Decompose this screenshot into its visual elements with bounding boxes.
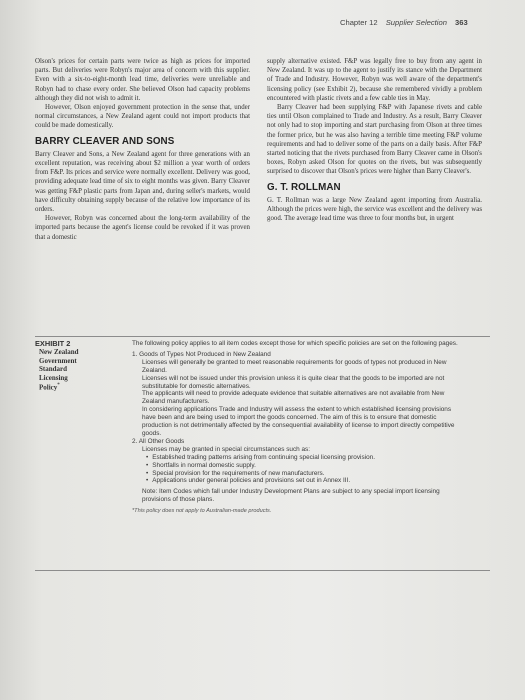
exhibit-item-1-line: Licenses will generally be granted to meet reasonable requirements for goods of types not produced in New Zealand. [142, 358, 447, 374]
chapter-label: Chapter 12 [340, 18, 378, 27]
section-heading-rollman: G. T. ROLLMAN [267, 181, 341, 193]
exhibit-note: Note: Item Codes which fall under Industry Development Plans are subject to any special import licensing provisions of those plans. [142, 488, 440, 504]
exhibit-title-line: Licensing [39, 373, 68, 382]
left-paragraph-4: However, Robyn was concerned about the long-term availability of the imported parts because the agent's license could be revoked if it was proven that a domestic [35, 215, 250, 241]
exhibit-bullet: • Applications under general policies and provisions set out in Annex III. [132, 477, 462, 485]
exhibit-number: EXHIBIT 2 [35, 339, 71, 348]
exhibit-title-line [35, 382, 125, 392]
right-column [267, 57, 482, 223]
left-paragraph-2: However, Olson enjoyed government protection in the sense that, under normal circumstances, a New Zealand agent could not import products that could be made domestically. [35, 104, 250, 130]
exhibit-footnote: *This policy does not apply to Australian-made products. [132, 508, 272, 515]
running-header [340, 18, 490, 27]
exhibit-title-line: Standard [39, 365, 68, 374]
exhibit-top-rule [35, 336, 490, 337]
right-paragraph-3: G. T. Rollman was a large New Zealand agent importing from Australia. Although the prices were high, the service was excellent and the delivery was good. The average lead time was three to four months but, in urgent [267, 196, 482, 223]
exhibit-item-2-intro: Licenses may be granted in special circumstances such as: [142, 445, 311, 453]
left-paragraph-1: Olson's prices for certain parts were twice as high as prices for imported parts. But deliveries were Robyn's major area of concern with this supplier. Even with a six-to-eight-month lead time, deliveries were unreliable and Robyn had to chase every order. She believed Olson had capacity problems although they did not wish to admit it. [35, 58, 250, 102]
exhibit-item-1-line: In considering applications Trade and Industry will assess the extent to which established licensing provisions have been and are being used to import the goods concerned. The aim of this is to ensure that domestic production is not detrimentally affected by the consequential availability of license to import directly competitive goods. [142, 406, 455, 437]
exhibit-item-2-title: 2. All Other Goods [132, 437, 185, 445]
exhibit-title-policy: Policy [39, 383, 58, 392]
exhibit-bullet: • Established trading patterns arising from continuing special licensing provision. [132, 454, 462, 462]
exhibit-label [35, 340, 125, 392]
right-paragraph-2: Barry Cleaver had been supplying F&P with Japanese rivets and cable ties until Olson complained to Trade and Industry. As a result, Barry Cleaver not only had to stop importing and start purchasing from Olson at three times the former price, but he was also having a terrible time meeting F&P volume requirements and had to deliver some of the parts on a daily basis. After F&P started noticing that the rivets purchased from Barry Cleaver came in Olson's boxes, Robyn asked Olson for quotes on the rivets, but was subsequently surprised to discover that Olson's prices were higher than Barry Cleaver's. [267, 104, 482, 176]
exhibit-item-1-line: Licenses will not be issued under this provision unless it is quite clear that the goods to be imported are not substitutable for domestic alternatives. [142, 374, 445, 390]
exhibit-title-line: Government [39, 356, 77, 365]
exhibit-policy-text [132, 340, 462, 516]
left-column [35, 57, 250, 242]
exhibit-bottom-rule [35, 570, 490, 571]
right-paragraph-1: supply alternative existed. F&P was legally free to buy from any agent in New Zealand. It was up to the agent to justify its stance with the Department of Trade and Industry. However, Robyn was well aware of the department's licensing policy (see Exhibit 2), because she remembered vividly a problem encountered with plastic rivets and a few cable ties in May. [267, 58, 482, 102]
exhibit-title-line: New Zealand [39, 348, 79, 357]
exhibit-item-1-title: 1. Goods of Types Not Produced in New Zealand [132, 350, 271, 358]
exhibit-bullet: • Special provision for the requirements of new manufacturers. [132, 470, 462, 478]
chapter-title: Supplier Selection [385, 18, 447, 27]
page-number: 363 [455, 18, 468, 27]
section-heading-barry-cleaver: BARRY CLEAVER AND SONS [35, 135, 175, 147]
exhibit-intro: The following policy applies to all item codes except those for which specific policies are set on the following pages. [132, 340, 458, 347]
left-paragraph-3: Barry Cleaver and Sons, a New Zealand agent for three generations with an excellent reputation, was receiving about $2 million a year worth of orders from F&P. Its prices and service were normally excellent. Delivery was good, providing adequate lead time of six to eight months was given. Barry Cleaver was getting F&P plastic parts from Japan and, during seller's markets, would have difficulty obtaining supply because of the relative low importance of its orders. [35, 150, 250, 214]
exhibit-title-footnote-mark: * [57, 383, 60, 389]
exhibit-item-1-line: The applicants will need to provide adequate evidence that suitable alternatives are not available from New Zealand manufacturers. [142, 390, 445, 406]
exhibit-bullet: • Shortfalls in normal domestic supply. [132, 462, 462, 470]
